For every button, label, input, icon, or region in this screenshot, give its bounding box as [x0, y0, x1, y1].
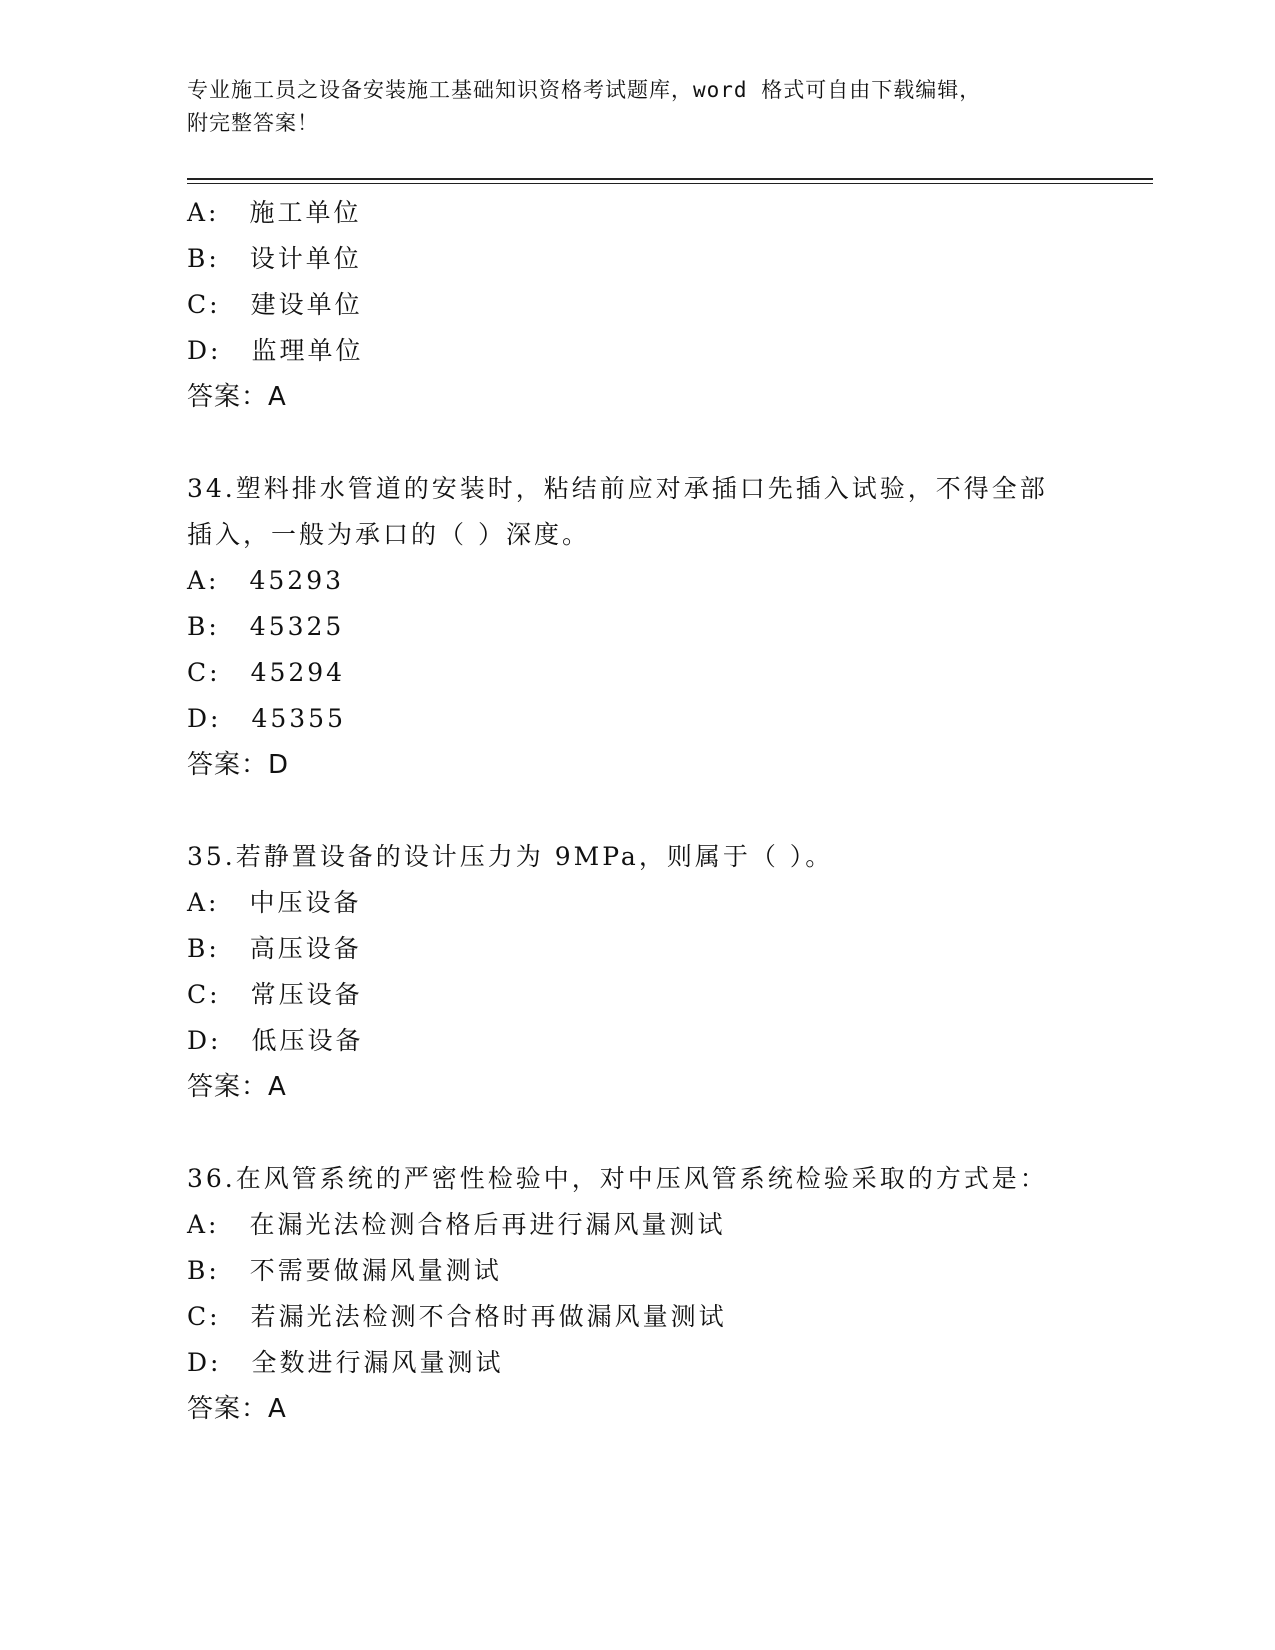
option-c: C: 若漏光法检测不合格时再做漏风量测试	[187, 1302, 727, 1331]
option-a: A: 中压设备	[187, 888, 362, 917]
answer-line	[187, 374, 1153, 420]
option-d: D: 全数进行漏风量测试	[187, 1348, 504, 1377]
question-stem: 35.若静置设备的设计压力为 9MPa，则属于（ ）。	[187, 842, 834, 871]
question-stem-cont: 插入，一般为承口的（ ）深度。	[187, 520, 590, 549]
answer-value: D	[268, 750, 290, 780]
question-stem: 36.在风管系统的严密性检验中，对中压风管系统检验采取的方式是：	[187, 1164, 1048, 1193]
answer-value: A	[268, 382, 287, 412]
option-d: D: 监理单位	[187, 336, 364, 365]
question-35	[187, 834, 1153, 1110]
option-a: A: 施工单位	[187, 198, 362, 227]
header-divider-thick	[187, 178, 1153, 180]
question-36	[187, 1156, 1153, 1432]
document-header	[187, 74, 1087, 140]
option-a: A: 45293	[187, 566, 345, 595]
option-b: B: 高压设备	[187, 934, 362, 963]
header-line-1: 专业施工员之设备安装施工基础知识资格考试题库，word 格式可自由下载编辑，	[187, 78, 982, 102]
option-d: D: 低压设备	[187, 1026, 364, 1055]
option-c: C: 45294	[187, 658, 346, 687]
answer-label: 答案：	[187, 1394, 269, 1424]
answer-value: A	[268, 1394, 287, 1424]
option-b: B: 设计单位	[187, 244, 362, 273]
answer-line	[187, 1064, 1153, 1110]
answer-label: 答案：	[187, 750, 269, 780]
answer-line	[187, 1386, 1153, 1432]
option-d: D: 45355	[187, 704, 346, 733]
option-c: C: 常压设备	[187, 980, 363, 1009]
question-stem: 34.塑料排水管道的安装时，粘结前应对承插口先插入试验，不得全部	[187, 474, 1048, 503]
answer-label: 答案：	[187, 1072, 269, 1102]
option-b: B: 45325	[187, 612, 345, 641]
option-c: C: 建设单位	[187, 290, 363, 319]
question-list	[187, 190, 1153, 1432]
option-a: A: 在漏光法检测合格后再进行漏风量测试	[187, 1210, 726, 1239]
option-b: B: 不需要做漏风量测试	[187, 1256, 502, 1285]
answer-line	[187, 742, 1153, 788]
question-33	[187, 190, 1153, 420]
header-line-2: 附完整答案！	[187, 111, 319, 135]
question-34	[187, 466, 1153, 788]
header-divider-thin	[187, 183, 1153, 184]
answer-value: A	[268, 1072, 287, 1102]
answer-label: 答案：	[187, 382, 269, 412]
